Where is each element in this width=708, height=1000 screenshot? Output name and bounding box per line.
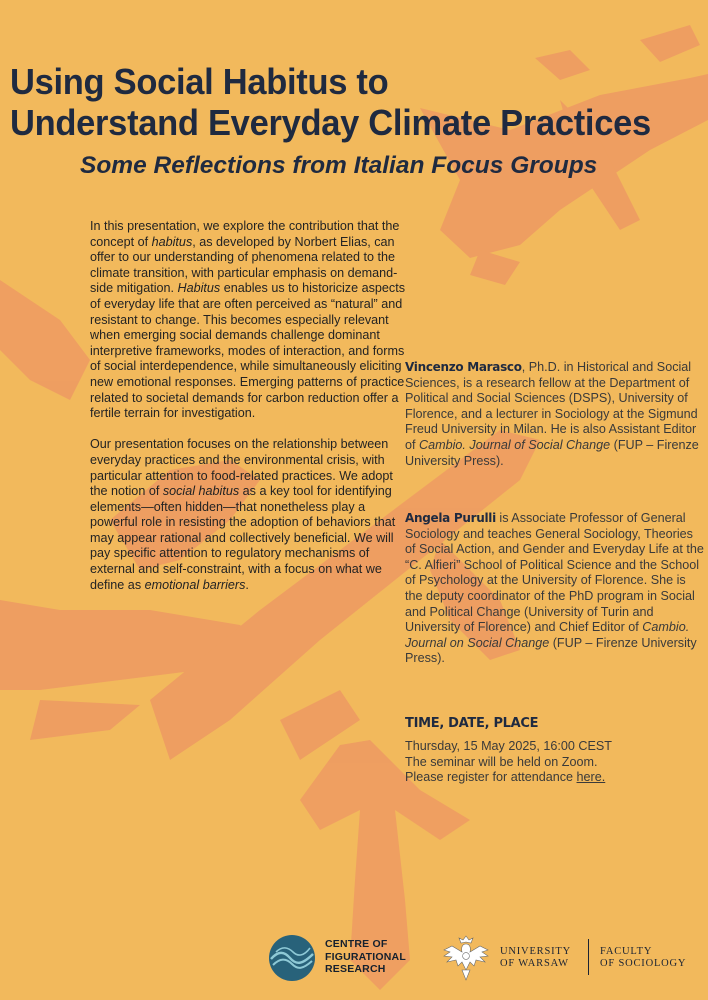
event-register xyxy=(405,770,705,786)
term-habitus: habitus xyxy=(151,234,193,249)
poster-title xyxy=(10,62,700,145)
cfr-line: RESEARCH xyxy=(325,963,386,975)
logo-divider xyxy=(588,939,589,975)
text-segment: . xyxy=(245,577,249,592)
speaker-name: Angela Purulli xyxy=(405,511,496,525)
bio-marasco xyxy=(405,360,705,469)
text-segment: as a key tool for identifying elements—often hidden—that nonetheless play a powerful role in resisting the adoption of behaviors that may appear rational and collectively beneficial. We will pay specific attention to regulatory mechanisms of external and self-constraint, with a focus on what we define as xyxy=(90,484,396,592)
bio-marasco-text xyxy=(405,360,705,469)
abstract-paragraph-1 xyxy=(90,219,410,422)
bio-purulli-text xyxy=(405,511,705,667)
text-segment: , as developed by Norbert Elias, can offer to our understanding of phenomena related to the climate transition, with particular emphasis on demand-side mitigation. xyxy=(90,234,398,296)
faculty-line: OF SOCIOLOGY xyxy=(600,958,687,969)
footer-logos xyxy=(0,930,708,986)
speaker-name: Vincenzo Marasco xyxy=(405,360,522,374)
text-segment: In this presentation, we explore the contribution that the concept of xyxy=(90,219,400,249)
text-segment: enables us to historicize aspects of everyday life that are often perceived as “natural” and resistant to change. This becomes especially relevant when emerging social demands challenge dominant interpretive frameworks, modes of interaction, and forms of social interdependence, while simultaneously eliciting new emotional responses. Emerging patterns of practice related to societal demands for carbon reduction offer a fertile terrain for investigation. xyxy=(90,281,406,421)
abstract-paragraph-2 xyxy=(90,437,410,593)
uw-line: OF WARSAW xyxy=(500,958,569,969)
brush-stroke-left xyxy=(0,280,90,400)
uw-line: UNIVERSITY xyxy=(500,946,571,957)
event-details xyxy=(405,716,705,786)
cfr-wordmark xyxy=(325,938,406,976)
register-link[interactable]: here. xyxy=(576,770,606,785)
event-location: The seminar will be held on Zoom. xyxy=(405,754,598,769)
faculty-line: FACULTY xyxy=(600,946,653,957)
event-heading: TIME, DATE, PLACE xyxy=(405,716,539,731)
uw-wordmark xyxy=(500,946,571,970)
event-datetime: Thursday, 15 May 2025, 16:00 CEST xyxy=(405,739,612,753)
journal-title: Cambio. Journal of Social Change xyxy=(419,437,611,452)
text-segment: is Associate Professor of General Sociology and teaches General Sociology, Theories of Social Action, and Gender and Everyday Life at the “C. Alfieri” School of Political Science and the School of Psychology at the University of Florence. She is the deputy coordinator of the PhD program in Social and Political Change (University of Turin and University of Florence) and Chief Editor of xyxy=(405,511,704,635)
journal-title: Cambio. Journal on Social Change xyxy=(405,620,690,650)
term-habitus: Habitus xyxy=(177,281,221,296)
cfr-line: CENTRE OF xyxy=(325,938,388,950)
cfr-wave-logo-icon xyxy=(268,934,316,982)
text-segment: , Ph.D. in Historical and Social Sciences, is a research fellow at the Department of Political and Social Sciences (DSPS), University of Florence, and a lecturer in Sociology at the Sigmund Freud University in Milan. He is also Assistant Editor of xyxy=(405,360,698,452)
text-segment: Our presentation focuses on the relationship between everyday practices and the environmental crisis, with particular attention to food-related practices. We adopt the notion of xyxy=(90,437,393,499)
title-line-1: Using Social Habitus to xyxy=(10,62,389,103)
term-social-habitus: social habitus xyxy=(162,484,240,499)
text-segment: (FUP – Firenze University Press). xyxy=(405,635,697,666)
text-segment: (FUP – Firenze University Press). xyxy=(405,437,699,468)
title-line-2: Understand Everyday Climate Practices xyxy=(10,103,651,144)
register-text: Please register for attendance xyxy=(405,770,577,785)
cfr-line: FIGURATIONAL xyxy=(325,950,406,963)
faculty-wordmark xyxy=(600,946,686,970)
bio-purulli xyxy=(405,511,705,667)
university-of-warsaw-eagle-emblem-icon xyxy=(440,930,492,984)
term-emotional-barriers: emotional barriers xyxy=(144,577,246,592)
poster-subtitle: Some Reflections from Italian Focus Groups xyxy=(80,152,598,179)
abstract xyxy=(90,219,410,609)
